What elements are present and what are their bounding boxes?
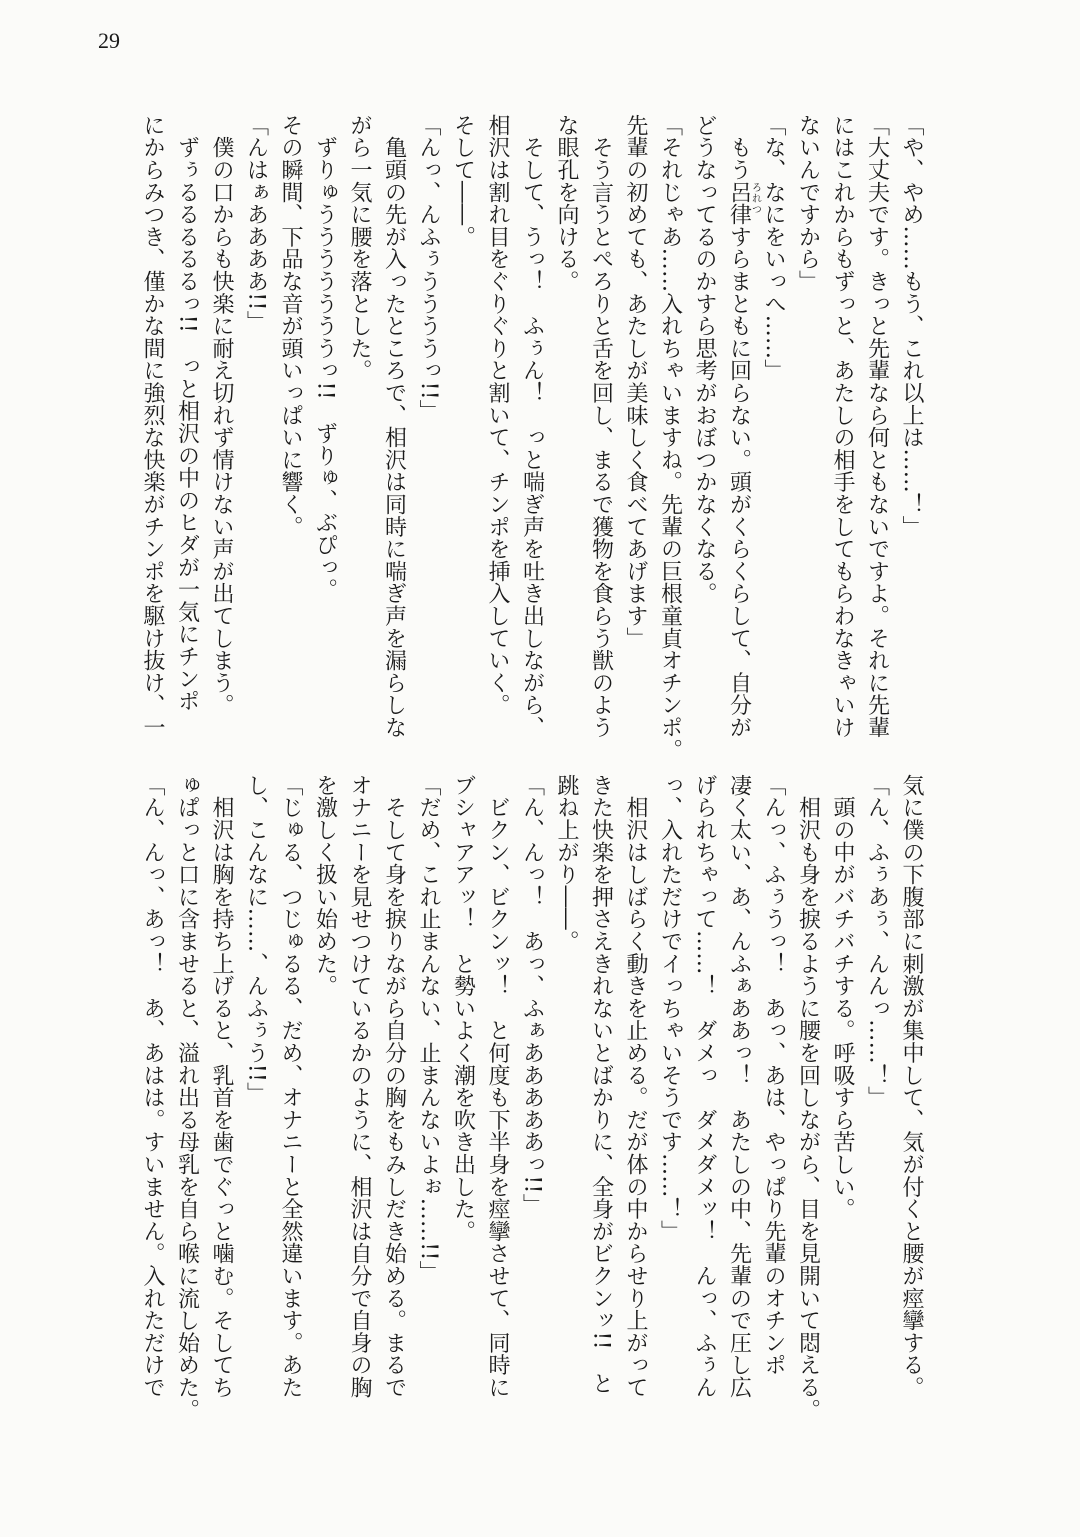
text-line-content: にからみつき、僅かな間に強烈な快楽がチンポを駆け抜け、一 [140,114,165,739]
text-line-content: そう言うとぺろりと舌を回し、まるで獲物を食らう獣のよう [588,114,614,739]
text-line-content: 相沢も身を捩るように腰を回しながら、目を見開いて悶える。 [795,774,821,1421]
text-line-content: 相沢は割れ目をぐりぐりと割いて、チンポを挿入していく。 [485,114,510,717]
text-line-content: にはこれからもずっと、あたしの相手をしてもらわなきゃいけ [830,114,855,739]
text-line-content: ずりゅうううううううっ!! ずりゅ、ぶぴっ。 [312,114,338,601]
text-line [652,774,687,1414]
page-number: 29 [98,28,120,53]
text-block-top [135,114,929,761]
text-line [411,114,446,754]
text-line-content: 相沢はしばらく動きを止める。だが体の中からせり上がって [623,774,648,1399]
text-line [859,114,894,754]
text-line-content: っ、入れただけでイっちゃいそうです……！」 [657,774,683,1243]
text-line-content: ないんですから」 [795,114,821,293]
text-line-content: 「んっ、んふぅううううっ!!」 [416,114,441,423]
text-line [169,774,204,1421]
text-line-content: 「んはぁああああ!!」 [243,114,269,333]
text-line [514,114,549,754]
text-line-content: 「ん、んっ、あっ！ あ、あはは。すいません。入れただけで [140,774,165,1399]
text-line-content: その瞬間、下品な音が頭いっぱいに響く。 [278,114,303,538]
text-line-content: そして――。 [450,114,476,248]
text-line [894,114,929,754]
text-line-content: 頭の中がバチバチする。呼吸すら苦しい。 [830,774,855,1220]
text-line [618,114,653,754]
text-line [825,114,860,754]
text-line [549,774,584,1414]
text-line-content: げられちゃって……！ ダメっ ダメダメッ！ んっ、ふぅん [692,774,717,1399]
text-line-content: 亀頭の先が入ったところで、相沢は同時に喘ぎ声を漏らしな [381,114,407,739]
text-line [376,774,411,1414]
text-line [721,774,756,1414]
text-line-content: ビクン、ビクンッ！ と何度も下半身を痙攣させて、同時に [485,774,510,1399]
text-line [169,114,204,754]
text-line [307,114,342,754]
text-line [238,114,273,754]
text-line-content: ゅぱっと口に含ませると、溢れ出る母乳を自ら喉に流し始めた。 [174,774,200,1421]
text-line-content: 僕の口からも快楽に耐え切れず情けない声が出てしまう。 [209,114,234,717]
text-line [273,774,308,1414]
text-line-content: 「や、やめ……もう、これ以上は……！」 [899,114,924,538]
text-line-content: 「な、なにをいっへ……」 [761,114,786,382]
text-line [549,114,584,754]
text-line [652,114,687,761]
text-line [894,774,929,1414]
text-line [307,774,342,1414]
text-line [790,114,825,754]
text-line [687,114,722,754]
text-line-content: ずぅるるるるるっ!! っと相沢の中のヒダが一気にチンポ [174,114,200,713]
text-line-content: 「ん、ふぅあぅ、んんっ……！」 [864,774,890,1109]
text-line [859,774,894,1414]
text-line [342,774,377,1414]
text-block-bottom [135,774,929,1421]
ruby-reading: ろれつ [749,182,761,215]
text-line-content: な眼孔を向ける。 [554,114,579,293]
text-line-content: 「それじゃあ……入れちゃいますね。先輩の巨根童貞オチンポ。 [657,114,683,761]
text-line-content: ブシャアアッ！ と勢いよく潮を吹き出した。 [450,774,476,1243]
text-line [480,114,515,754]
text-line-content: 「大丈夫です。きっと先輩なら何ともないですよ。それに先輩 [864,114,890,739]
text-line-content: そして身を捩りながら自分の胸をもみしだき始める。まるで [381,774,407,1399]
text-line-content: そして、うっ！ ふぅん！ っと喘ぎ声を吐き出しながら、 [519,114,545,739]
text-line-content: オナニーを見せつけているかのように、相沢は自分で自身の胸 [347,774,372,1399]
text-line-content: どうなってるのかすら思考がおぼつかなくなる。 [692,114,717,605]
text-line [583,774,618,1414]
text-line-content: 凄く太い、あ、んふぁああっ！ あたしの中、先輩ので圧し広 [726,774,752,1399]
text-line [238,774,273,1414]
text-line [687,774,722,1414]
text-line [583,114,618,754]
text-line-content: 先輩の初めても、あたしが美味しく食べてあげます」 [623,114,648,650]
text-line-content: 跳ね上がり――。 [554,774,579,953]
text-line [135,774,170,1414]
text-line-content: きた快楽を押さえきれないとばかりに、全身がビクンッ!! と [588,774,614,1395]
text-line-content: 「だめ、これ止まんない、止まんないよぉ……!!」 [416,774,441,1283]
text-line [204,114,239,754]
text-line-content: 相沢は胸を持ち上げると、乳首を歯でぐっと噛む。そしてち [209,774,234,1399]
text-line [204,774,239,1414]
text-line [445,774,480,1414]
text-line-content: を激しく扱い始めた。 [312,774,338,997]
text-line-content: 「んっ、ふぅうっ！ あっ、あは、やっぱり先輩のオチンポ [761,774,786,1377]
text-line [756,774,791,1414]
text-line-content: 「じゅる、つじゅるる、だめ、オナニーと全然違います。あた [278,774,303,1399]
text-line-content: 「ん、んっ！ あっ、ふぁあああああっ!!」 [519,774,545,1216]
text-line-content: がら一気に腰を落とした。 [347,114,372,382]
text-line [618,774,653,1414]
text-line [445,114,480,754]
text-line [135,114,170,754]
text-line [514,774,549,1414]
text-line [376,114,411,754]
text-line-content: し、こんなに……、んふぅう!!」 [243,774,269,1105]
text-line [790,774,825,1421]
text-line [411,774,446,1414]
text-line-content: もう呂律すらまともに回らない。頭がくらくらして、自分が [726,114,752,739]
text-line [273,114,308,754]
text-line-content: 気に僕の下腹部に刺激が集中して、気が付くと腰が痙攣する。 [899,774,924,1399]
text-line [825,774,860,1414]
text-line [342,114,377,754]
text-line [721,114,761,754]
text-line [480,774,515,1414]
